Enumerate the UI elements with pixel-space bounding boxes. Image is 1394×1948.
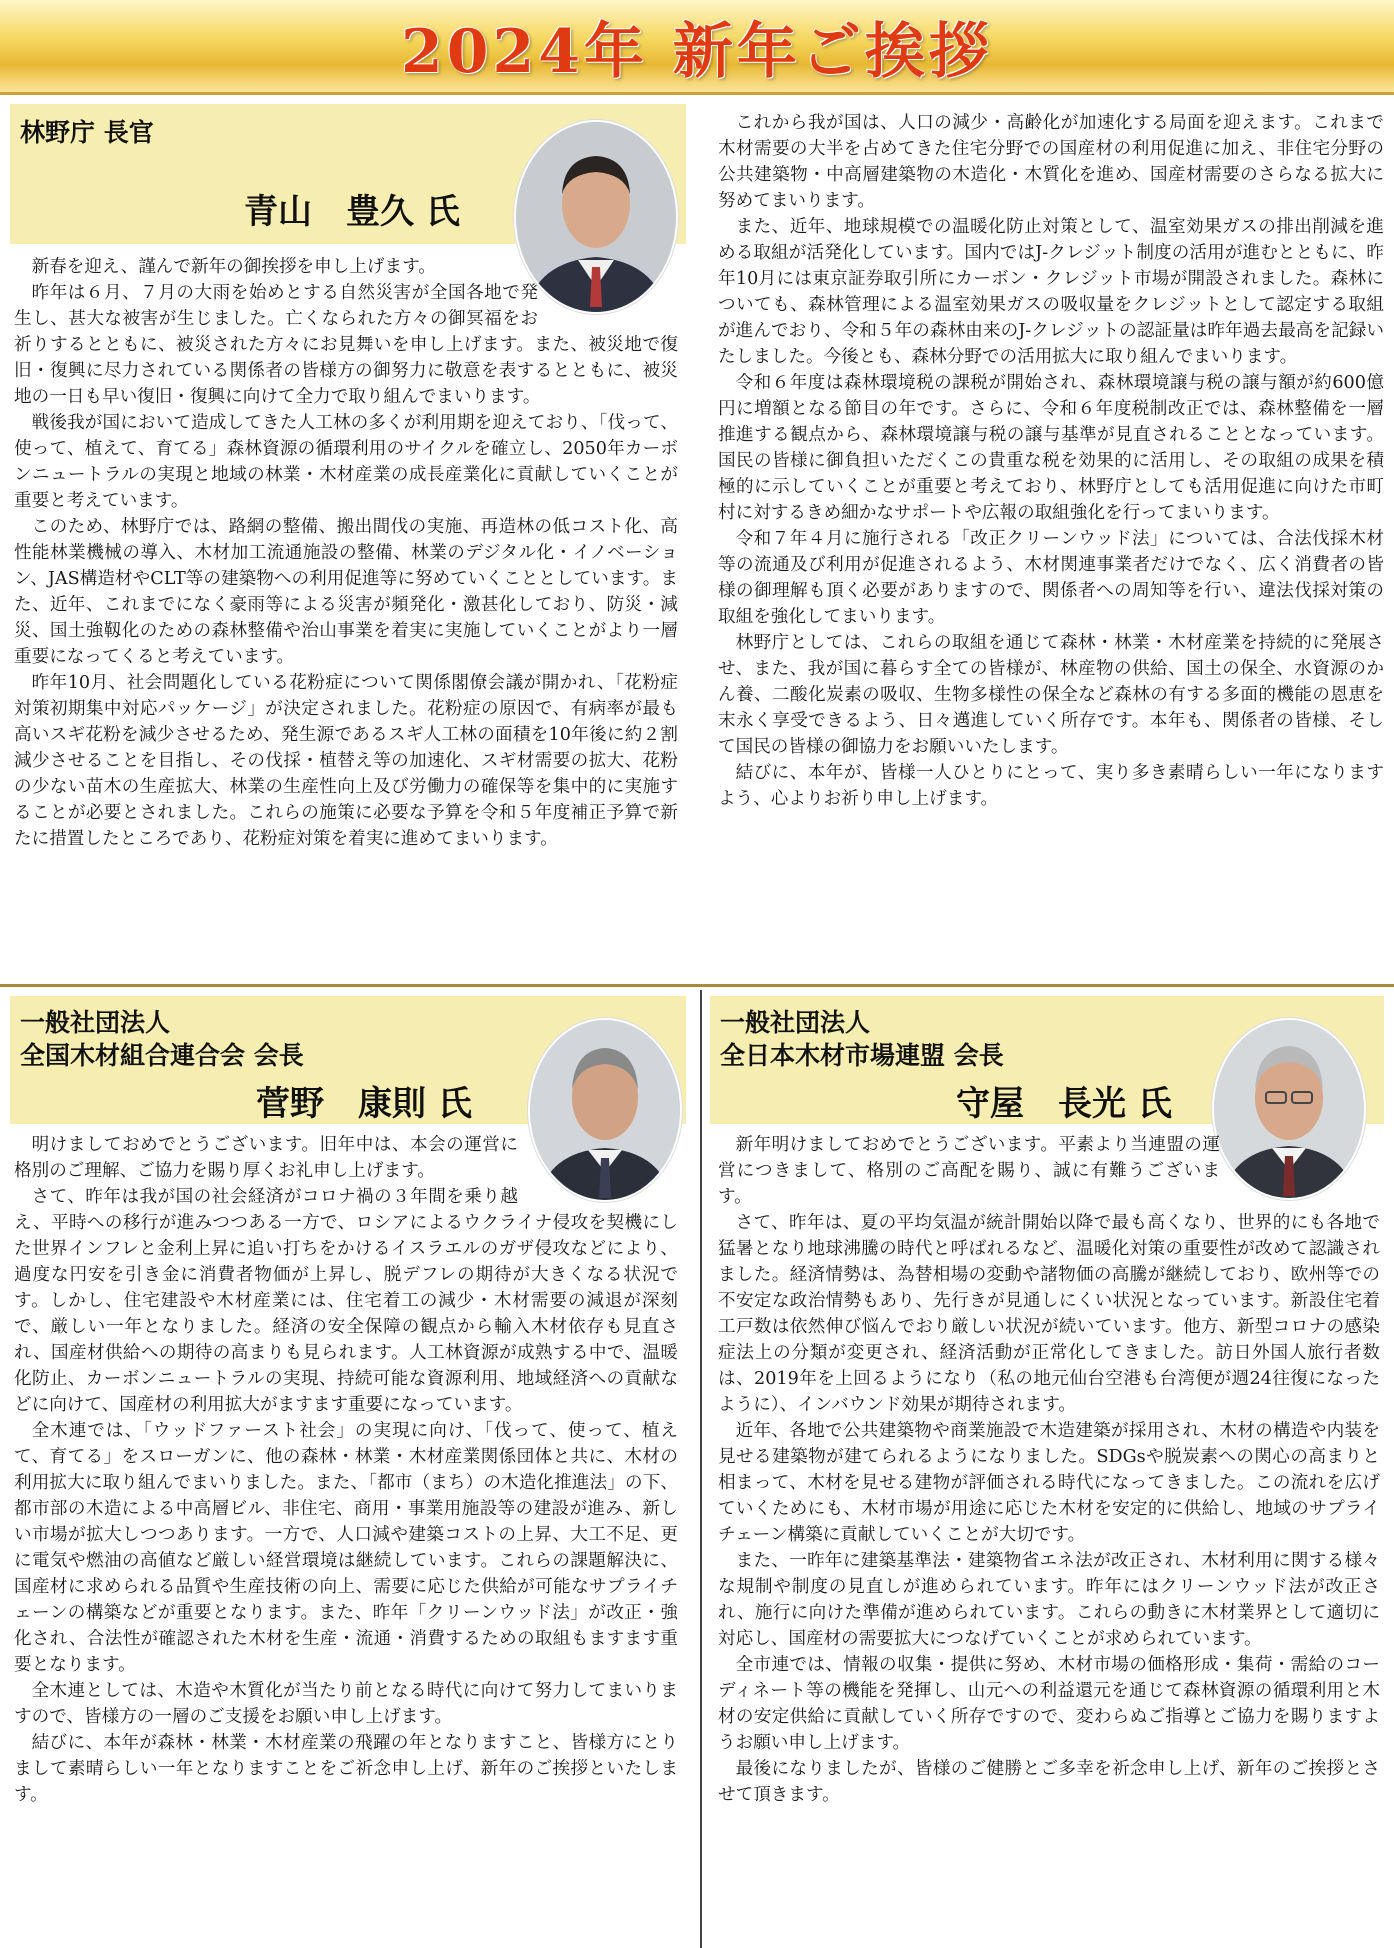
paragraph: 昨年10月、社会問題化している花粉症について関係閣僚会議が開かれ、「花粉症対策初期集中対応パッケージ」が決定されました。花粉症の原因で、有病率が最も高いスギ花粉を減少させるため、発生源であるスギ人工林の面積を10年後に約２割減少させることを目指し、その伐採・植替え等の加速化、スギ材需要の拡大、花粉の少ない苗木の生産拡大、林業の生産性向上及び労働力の確保等を集中的に実施することが必要とされました。これらの施策に必要な予算を令和５年度補正予算で新たに措置したところであり、花粉症対策を着実に進めてまいります。	[14, 673, 678, 849]
paragraph: 明けましておめでとうございます。旧年中は、本会の運営に格別のご理解、ご協力を賜り厚くお礼申し上げます。	[14, 1135, 518, 1181]
paragraph: 令和７年４月に施行される「改正クリーンウッド法」については、合法伐採木材等の流通及び利用が促進されるよう、木材関連事業者だけでなく、広く消費者の皆様の御理解も頂く必要がありますので、関係者への周知等を行い、違法伐採対策の取組を強化してまいります。	[718, 529, 1384, 627]
paragraph: 結びに、本年が、皆様一人ひとりにとって、実り多き素晴らしい一年になりますよう、心よりお祈り申し上げます。	[718, 763, 1384, 809]
section1-name: 青山 豊久 氏	[244, 192, 460, 232]
photo-wrap-space	[1220, 1132, 1380, 1202]
paragraph: 令和６年度は森林環境税の課税が開始され、森林環境譲与税の譲与額が約600億円に増額となる節目の年です。さらに、令和６年度税制改正では、森林整備を一層推進する観点から、森林環境譲与税の譲与基準が見直されることとなっています。国民の皆様に御負担いただくこの貴重な税を効果的に活用し、その取組の成果を積極的に示していくことが重要と考えており、林野庁としても活用促進に向けた市町村に対するきめ細かなサポートや広報の取組強化を行ってまいります。	[718, 373, 1384, 523]
paragraph: 最後になりましたが、皆様のご健勝とご多幸を祈念申し上げ、新年のご挨拶とさせて頂きます。	[718, 1759, 1380, 1805]
section3-org-line1: 一般社団法人	[720, 1008, 871, 1037]
paragraph: これから我が国は、人口の減少・高齢化が加速化する局面を迎えます。これまで木材需要の大半を占めてきた住宅分野での国産材の利用促進に加え、非住宅分野の公共建築物・中高層建築物の木造化・木質化を進め、国産材需要のさらなる拡大に努めてまいります。	[718, 113, 1384, 211]
section1-body	[14, 254, 678, 984]
section2-org-line2: 全国木材組合連合会 会長	[20, 1041, 304, 1070]
section2-org-line1: 一般社団法人	[20, 1008, 171, 1037]
title-banner	[0, 0, 1394, 95]
paragraph: 林野庁としては、これらの取組を通じて森林・林業・木材産業を持続的に発展させ、また、我が国に暮らす全ての皆様が、林産物の供給、国土の保全、水資源のかん養、二酸化炭素の吸収、生物多様性の保全など森林の有する多面的機能の恩恵を末永く享受できるよう、日々邁進していく所存です。本年も、関係者の皆様、そして国民の皆様の御協力をお願いいたします。	[718, 633, 1384, 757]
section3-body	[718, 1132, 1380, 1944]
section3-org-line2: 全日本木材市場連盟 会長	[720, 1041, 1004, 1070]
paragraph: 新年明けましておめでとうございます。平素より当連盟の運営につきまして、格別のご高配を賜り、誠に有難うございます。	[718, 1135, 1220, 1207]
section2-name: 菅野 康則 氏	[256, 1084, 472, 1124]
paragraph: さて、昨年は我が国の社会経済がコロナ禍の３年間を乗り越え、平時への移行が進みつつある一方で、ロシアによるウクライナ侵攻を契機にした世界インフレと金利上昇に追い打ちをかけるイスラエルのガザ侵攻などにより、過度な円安を引き金に消費者物価が上昇し、脱デフレの期待が大きくなる状況です。しかし、住宅建設や木材産業には、住宅着工の減少・木材需要の減退が深刻で、厳しい一年となりました。経済の安全保障の観点から輸入木材依存も見直され、国産材供給への期待の高まりも見られます。人工林資源が成熟する中で、温暖化防止、カーボンニュートラルの実現、持続可能な資源利用、地域経済への貢献などに向けて、国産材の利用拡大がますます重要になっています。	[14, 1187, 678, 1415]
page-title: 2024年 新年ご挨拶	[401, 17, 993, 87]
paragraph: 昨年は６月、７月の大雨を始めとする自然災害が全国各地で発生し、甚大な被害が生じました。亡くなられた方々の御冥福をお祈りするとともに、被災された方々にお見舞いを申し上げます。また、被災地で復旧・復興に尽力されている関係者の皆様方の御努力に敬意を表するとともに、被災地の一日も早い復旧・復興に向けて全力で取り組んでまいります。	[14, 283, 678, 407]
horizontal-divider	[0, 984, 1394, 987]
paragraph: さて、昨年は、夏の平均気温が統計開始以降で最も高くなり、世界的にも各地で猛暑となり地球沸騰の時代と呼ばれるなど、温暖化対策の重要性が改めて認識されました。経済情勢は、為替相場の変動や諸物価の高騰が継続しており、欧州等での不安定な政治情勢もあり、先行きが見通しにくい状況となっています。新設住宅着工戸数は依然伸び悩んでおり厳しい状況が続いています。他方、新型コロナの感染症法上の分類が変更され、経済活動が正常化してきました。訪日外国人旅行者数は、2019年を上回るようになり（私の地元仙台空港も台湾便が週24往復になったように）、インバウンド効果が期待されます。	[718, 1213, 1380, 1415]
section1-body-cont	[718, 110, 1384, 956]
paragraph: 全木連としては、木造や木質化が当たり前となる時代に向けて努力してまいりますので、皆様方の一層のご支援をお願い申し上げます。	[14, 1681, 678, 1727]
paragraph: 全木連では、「ウッドファースト社会」の実現に向け、「伐って、使って、植えて、育てる」をスローガンに、他の森林・林業・木材産業関係団体と共に、木材の利用拡大に取り組んでまいりました。また、「都市（まち）の木造化推進法」の下、都市部の木造による中高層ビル、非住宅、商用・事業用施設等の建設が進み、新しい市場が拡大しつつあります。一方で、人口減や建築コストの上昇、大工不足、更に電気や燃油の高値など厳しい経営環境は継続しています。これらの課題解決に、国産材に求められる品質や生産技術の向上、需要に応じた供給が可能なサプライチェーンの構築などが重要となります。また、昨年「クリーンウッド法」が改正・強化され、合法性が確認された木材を生産・流通・消費するための取組もますます重要となります。	[14, 1421, 678, 1675]
paragraph: 新春を迎え、謹んで新年の御挨拶を申し上げます。	[31, 257, 436, 277]
paragraph: 戦後我が国において造成してきた人工林の多くが利用期を迎えており、「伐って、使って、植えて、育てる」森林資源の循環利用のサイクルを確立し、2050年カーボンニュートラルの実現と地域の林業・木材産業の成長産業化に貢献していくことが重要と考えています。	[14, 413, 678, 511]
vertical-divider	[700, 990, 702, 1948]
paragraph: 結びに、本年が森林・林業・木材産業の飛躍の年となりますこと、皆様方にとりまして素晴らしい一年となりますことをご祈念申し上げ、新年のご挨拶といたします。	[14, 1733, 678, 1805]
paragraph: 近年、各地で公共建築物や商業施設で木造建築が採用され、木材の構造や内装を見せる建築物が建てられるようになりました。SDGsや脱炭素への関心の高まりと相まって、木材を見せる建物が評価される時代になってきました。この流れを広げていくためにも、木材市場が用途に応じた木材を安定的に供給し、地域のサプライチェーン構築に貢献していくことが大切です。	[718, 1421, 1380, 1545]
paragraph: 全市連では、情報の収集・提供に努め、木材市場の価格形成・集荷・需給のコーディネート等の機能を発揮し、山元への利益還元を通じて森林資源の循環利用と木材の安定供給に貢献していく所存ですので、変わらぬご指導とご協力を賜りますようお願い申し上げます。	[718, 1655, 1380, 1753]
paragraph: このため、林野庁では、路網の整備、搬出間伐の実施、再造林の低コスト化、高性能林業機械の導入、木材加工流通施設の整備、林業のデジタル化・イノベーション、JAS構造材やCLT等の建築物への利用促進等に努めていくこととしています。また、近年、これまでになく豪雨等による災害が頻発化・激甚化しており、防災・減災、国土強靱化のための森林整備や治山事業を着実に実施していくことがより一層重要になってくると考えています。	[14, 517, 678, 667]
photo-wrap-space	[538, 254, 678, 314]
photo-wrap-space	[518, 1132, 678, 1202]
section2-body	[14, 1132, 678, 1944]
paragraph: また、近年、地球規模での温暖化防止対策として、温室効果ガスの排出削減を進める取組が活発化しています。国内ではJ-クレジット制度の活用が進むとともに、昨年10月には東京証券取引所にカーボン・クレジット市場が開設されました。森林についても、森林管理による温室効果ガスの吸収量をクレジットとして認定する取組が進んでおり、令和５年の森林由来のJ-クレジットの認証量は昨年過去最高を記録いたしました。今後とも、森林分野での活用拡大に取り組んでまいります。	[718, 217, 1384, 367]
section3-name: 守屋 長光 氏	[956, 1084, 1172, 1124]
paragraph: また、一昨年に建築基準法・建築物省エネ法が改正され、木材利用に関する様々な規制や制度の見直しが進められています。昨年にはクリーンウッド法が改正され、施行に向けた準備が進められています。これらの動きに木材業界として適切に対応し、国産材の需要拡大につなげていくことが求められています。	[718, 1551, 1380, 1649]
section1-org: 林野庁 長官	[20, 118, 154, 147]
